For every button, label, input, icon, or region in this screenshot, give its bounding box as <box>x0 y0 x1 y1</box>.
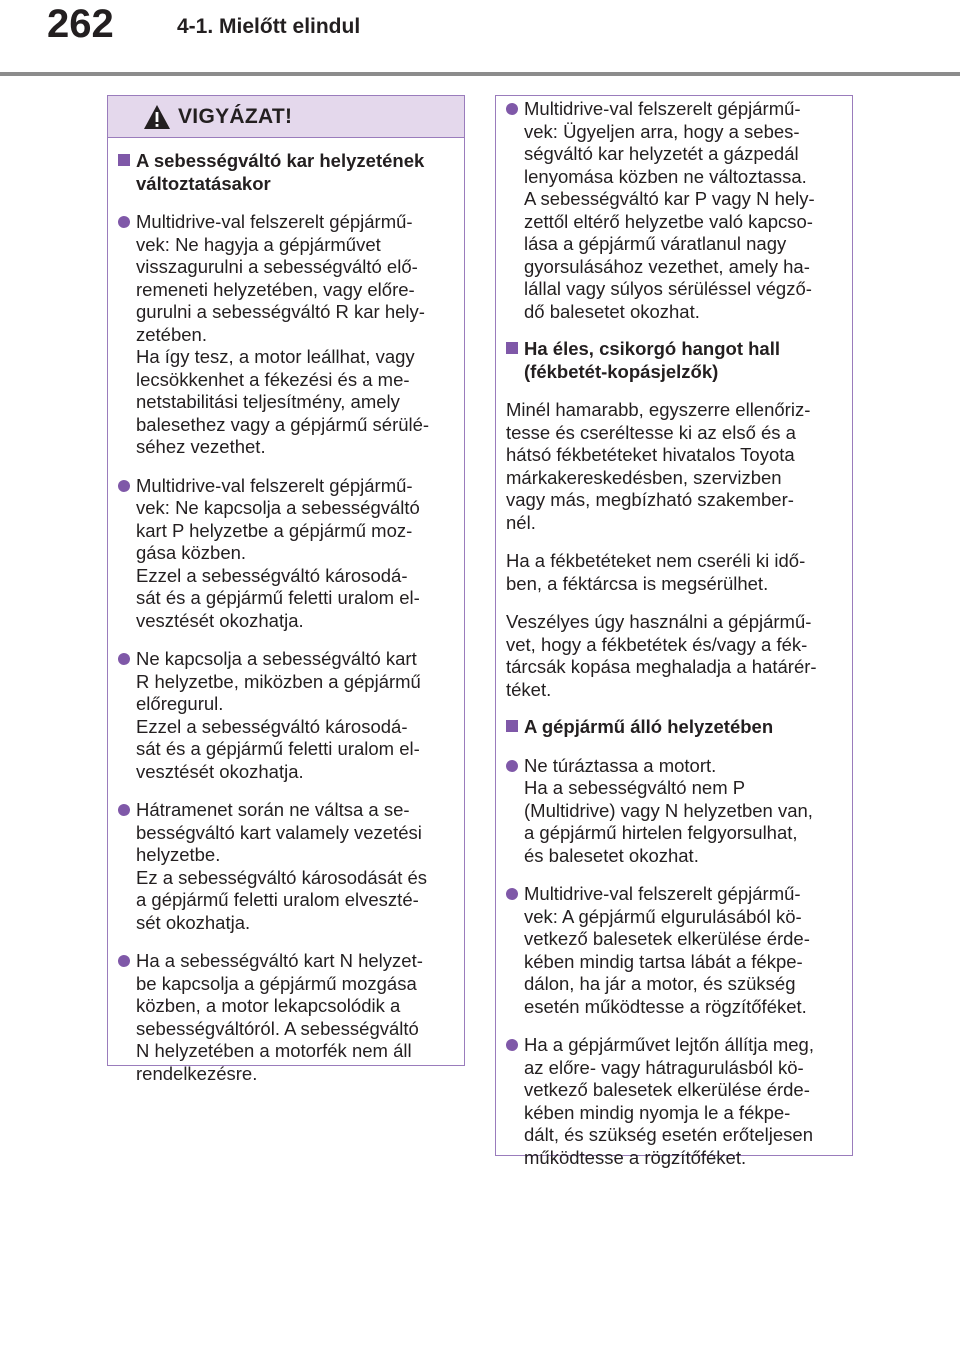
text-line: a gépjármű feletti uralom elveszté- <box>136 889 419 910</box>
text-line: sát és a gépjármű feletti uralom el- <box>136 587 420 608</box>
bullet-circle-icon <box>506 103 518 115</box>
text-line: N helyzetében a motorfék nem áll <box>136 1040 412 1061</box>
text-line: lása a gépjármű váratlanul nagy <box>524 233 787 254</box>
block-gap <box>506 595 840 611</box>
warning-triangle-icon <box>143 104 171 130</box>
text-line: netstabilitási teljesítmény, amely <box>136 391 400 412</box>
square-marker-icon <box>506 342 518 354</box>
bullet-item <box>506 755 840 868</box>
block-gap <box>118 195 452 211</box>
bullet-item <box>118 211 452 459</box>
text-line: A sebességváltó kar helyzetének <box>136 150 425 171</box>
bullet-circle-icon <box>506 1039 518 1051</box>
text-line: gurulni a sebességváltó R kar hely- <box>136 301 425 322</box>
text-line: lenyomása közben ne változtassa. <box>524 165 807 187</box>
text-line: Ha a gépjárművet lejtőn állítja meg, <box>524 1034 814 1055</box>
text-line: dálon, ha jár a motor, és szükség <box>524 973 796 994</box>
text-line: előregurul. <box>136 693 224 714</box>
text-line: zettől eltérő helyzetbe való kapcso- <box>524 210 813 232</box>
text-line: kart P helyzetbe a gépjármű moz- <box>136 519 413 541</box>
text-line: A gépjármű álló helyzetében <box>524 716 774 737</box>
block-gap <box>506 701 840 716</box>
text-line: nél. <box>506 511 536 533</box>
text-line: az előre- vagy hátragurulásból kö- <box>524 1056 804 1078</box>
text-line: remeneti helyzetében, vagy előre- <box>136 278 415 300</box>
text-line: Ha a sebességváltó nem P <box>524 777 746 798</box>
text-line: Ha éles, csikorgó hangot hall <box>524 338 780 359</box>
text-line: be kapcsolja a gépjármű mozgása <box>136 972 417 994</box>
warning-right-content <box>496 96 852 1169</box>
text-line: márkakereskedésben, szervizben <box>506 466 782 488</box>
text-line: (fékbetét-kopásjelzők) <box>524 360 719 382</box>
bullet-item <box>118 648 452 783</box>
bullet-circle-icon <box>118 480 130 492</box>
text-line: Minél hamarabb, egyszerre ellenőriz- <box>506 399 811 420</box>
bullet-circle-icon <box>506 888 518 900</box>
text-line: Ezzel a sebességváltó károsodá- <box>136 564 408 586</box>
text-line: vek: Ne kapcsolja a sebességváltó <box>136 497 420 518</box>
text-line: Ha a fékbetéteket nem cseréli ki idő- <box>506 550 806 571</box>
text-line: ségváltó kar helyzetét a gázpedál <box>524 143 799 164</box>
warning-title-bar <box>108 96 464 138</box>
text-line: A sebességváltó kar P vagy N hely- <box>524 188 815 209</box>
text-line: vek: Ügyeljen arra, hogy a sebes- <box>524 120 800 142</box>
text-line: Ha így tesz, a motor leállhat, vagy <box>136 346 415 367</box>
text-line: ben, a féktárcsa is megsérülhet. <box>506 572 769 594</box>
text-line: lecsökkenhet a fékezési és a me- <box>136 368 410 390</box>
bullet-item <box>118 799 452 934</box>
bullet-item <box>506 98 840 323</box>
text-line: sebességváltóról. A sebességváltó <box>136 1017 419 1039</box>
bullet-circle-icon <box>118 804 130 816</box>
text-line: bességváltó kart valamely vezetési <box>136 821 422 843</box>
text-line: R helyzetbe, miközben a gépjármű <box>136 670 421 692</box>
block-gap <box>118 138 452 150</box>
text-line: esetén működtesse a rögzítőféket. <box>524 995 807 1017</box>
text-line: (Multidrive) vagy N helyzetben van, <box>524 799 813 821</box>
bullet-circle-icon <box>118 216 130 228</box>
text-line: kében mindig nyomja le a fékpe- <box>524 1101 791 1123</box>
text-line: sét okozhatja. <box>136 911 251 933</box>
text-line: Ez a sebességváltó károsodását és <box>136 866 428 888</box>
text-line: kében mindig tartsa lábát a fékpe- <box>524 950 803 972</box>
block-gap <box>118 934 452 950</box>
text-line: vagy más, megbízható szakember- <box>506 489 794 510</box>
header-rule <box>0 72 960 76</box>
text-line: közben, a motor lekapcsolódik a <box>136 995 401 1016</box>
text-line: vet, hogy a fékbetétek és/vagy a fék- <box>506 633 808 655</box>
text-line: sát és a gépjármű feletti uralom el- <box>136 738 420 759</box>
text-line: vetkező balesetek elkerülése érde- <box>524 928 810 949</box>
bullet-item <box>506 1034 840 1169</box>
page-number: 262 <box>47 2 114 46</box>
text-line: helyzetbe. <box>136 844 221 865</box>
text-line: Ezzel a sebességváltó károsodá- <box>136 715 408 737</box>
text-line: vesztését okozhatja. <box>136 760 304 782</box>
block-gap <box>506 739 840 755</box>
paragraph <box>506 550 840 595</box>
text-line: változtatásakor <box>136 172 271 194</box>
text-line: Ne kapcsolja a sebességváltó kart <box>136 648 417 669</box>
text-line: séhez vezethet. <box>136 436 266 457</box>
text-line: Multidrive-val felszerelt gépjármű- <box>524 883 801 904</box>
text-line: Multidrive-val felszerelt gépjármű- <box>524 98 801 119</box>
square-marker-icon <box>118 154 130 166</box>
text-line: Multidrive-val felszerelt gépjármű- <box>136 211 413 232</box>
text-line: hátsó fékbetéteket hivatalos Toyota <box>506 444 795 465</box>
text-line: Veszélyes úgy használni a gépjármű- <box>506 611 812 632</box>
text-line: zetében. <box>136 323 207 345</box>
warning-left-content <box>108 138 464 1085</box>
text-line: tárcsák kopása meghaladja a határér- <box>506 656 817 677</box>
text-line: a gépjármű hirtelen felgyorsulhat, <box>524 822 798 843</box>
block-gap <box>506 1018 840 1034</box>
text-line: vesztését okozhatja. <box>136 609 304 631</box>
text-line: lállal vagy súlyos sérüléssel végző- <box>524 278 812 299</box>
block-gap <box>118 459 452 475</box>
text-line: gása közben. <box>136 542 247 563</box>
section-title: 4-1. Mielőtt elindul <box>177 15 361 38</box>
paragraph <box>506 399 840 534</box>
block-gap <box>118 783 452 799</box>
text-line: Multidrive-val felszerelt gépjármű- <box>136 474 413 496</box>
text-line: Ne túráztassa a motort. <box>524 754 717 776</box>
text-line: vek: A gépjármű elgurulásából kö- <box>524 905 802 927</box>
text-line: téket. <box>506 678 552 700</box>
text-line: működtesse a rögzítőféket. <box>524 1146 747 1168</box>
text-line: visszagurulni a sebességváltó elő- <box>136 256 418 277</box>
section-heading <box>506 338 840 383</box>
warning-title: VIGYÁZAT! <box>178 105 293 128</box>
bullet-circle-icon <box>506 760 518 772</box>
block-gap <box>506 534 840 550</box>
text-line: vetkező balesetek elkerülése érde- <box>524 1079 810 1100</box>
bullet-item <box>506 883 840 1018</box>
bullet-item <box>118 475 452 633</box>
paragraph <box>506 611 840 701</box>
bullet-circle-icon <box>118 955 130 967</box>
page-header <box>0 0 960 80</box>
text-line: vek: Ne hagyja a gépjárművet <box>136 233 381 255</box>
warning-box-right <box>495 95 853 1168</box>
text-line: Ha a sebességváltó kart N helyzet- <box>136 950 423 971</box>
block-gap <box>506 323 840 338</box>
section-heading <box>118 150 452 195</box>
text-line: gyorsulásához vezethet, amely ha- <box>524 255 810 277</box>
bullet-circle-icon <box>118 653 130 665</box>
text-line: és balesetet okozhat. <box>524 844 699 866</box>
text-line: dő balesetet okozhat. <box>524 300 700 322</box>
text-line: rendelkezésre. <box>136 1062 258 1084</box>
block-gap <box>506 383 840 399</box>
warning-box-left <box>107 95 465 1084</box>
square-marker-icon <box>506 720 518 732</box>
text-line: dált, és szükség esetén erőteljesen <box>524 1124 813 1145</box>
text-line: balesethez vagy a gépjármű sérülé- <box>136 413 430 435</box>
text-line: tesse és cseréltesse ki az első és a <box>506 421 796 443</box>
text-line: Hátramenet során ne váltsa a se- <box>136 799 410 820</box>
block-gap <box>506 867 840 883</box>
bullet-item <box>118 950 452 1085</box>
block-gap <box>118 632 452 648</box>
section-heading <box>506 716 840 739</box>
